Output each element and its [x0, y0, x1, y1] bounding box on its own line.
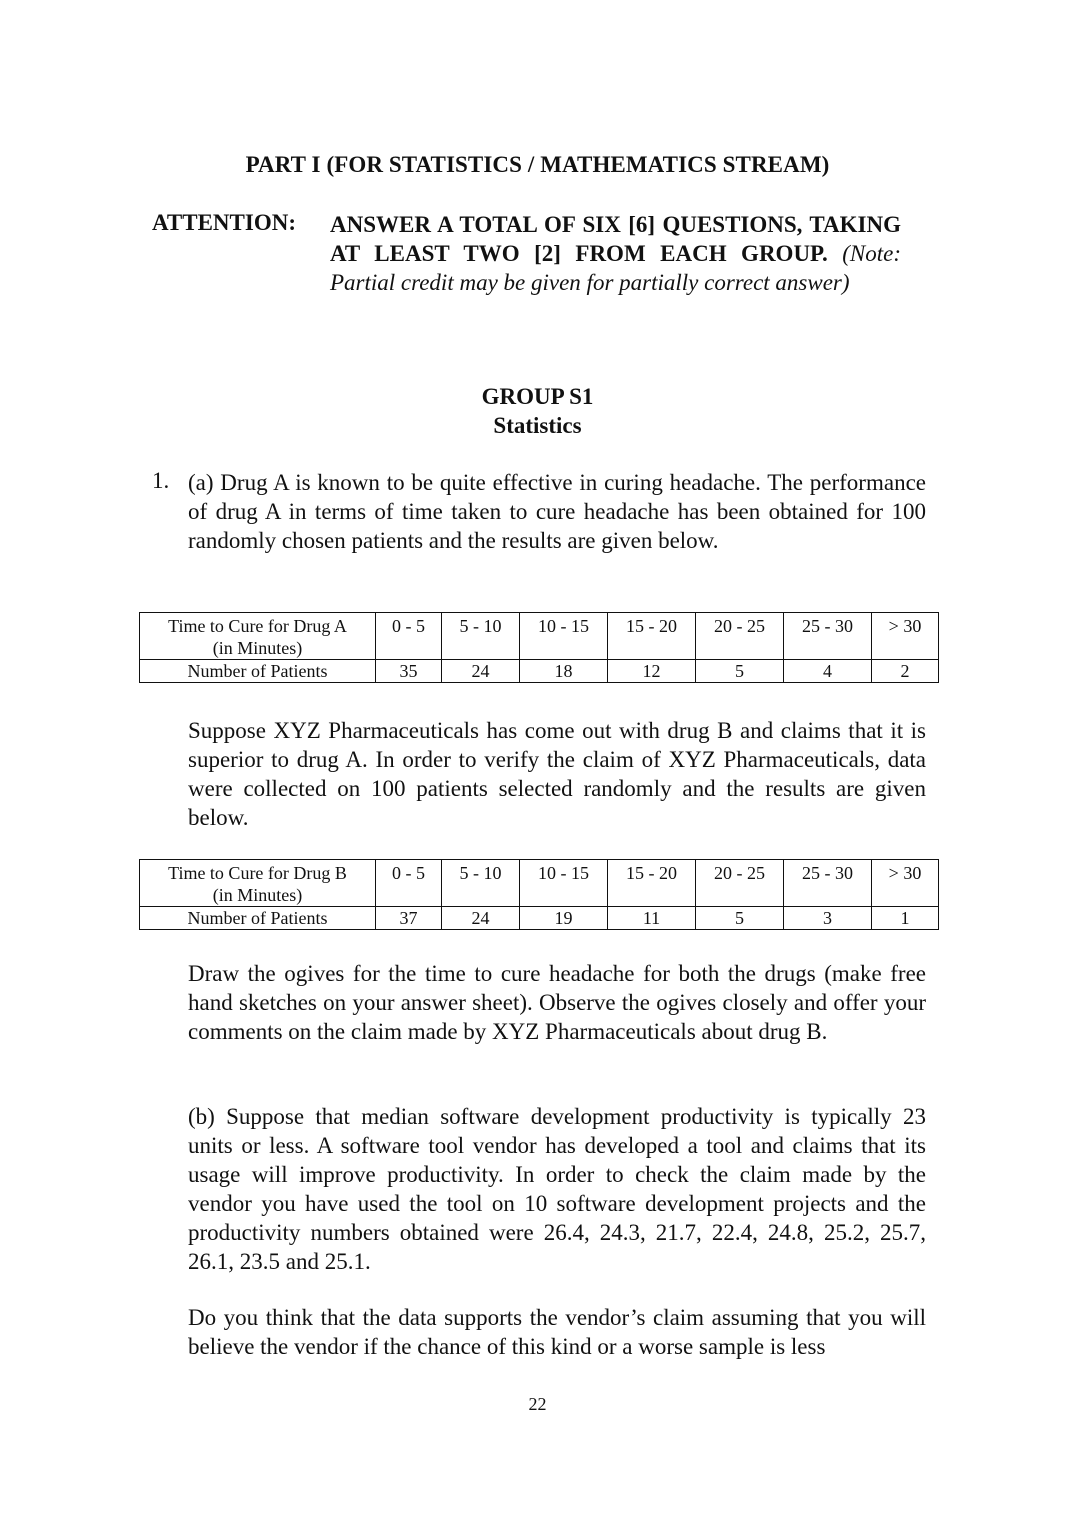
interval-cell: 0 - 5: [376, 860, 442, 907]
count-cell: 1: [872, 907, 939, 930]
attention-text: [330, 210, 901, 297]
interval-cell: 20 - 25: [696, 860, 784, 907]
count-cell: 24: [442, 907, 520, 930]
interval-cell: 10 - 15: [520, 860, 608, 907]
count-cell: 5: [696, 907, 784, 930]
part-b-question: Do you think that the data supports the vendor’s claim assuming that you will believe the vendor if the chance of this kind or a worse sample is less: [188, 1305, 926, 1359]
row-label-cell: Number of Patients: [140, 660, 376, 683]
drug-b-table: [139, 859, 939, 930]
row-label-cell: Number of Patients: [140, 907, 376, 930]
interval-cell: > 30: [872, 613, 939, 660]
part-b-text: (b) Suppose that median software development productivity is typically 23 units or less. A software tool vendor has developed a tool and claims that its usage will improve productivity. In order to check the claim made by the vendor you have used the tool on 10 software development projects and the productivity numbers obtained were 26.4, 24.3, 21.7, 22.4, 24.8, 25.2, 25.7, 26.1, 23.5 and 25.1.: [188, 1104, 926, 1274]
group-heading: [0, 382, 1075, 440]
part-a-middle: Suppose XYZ Pharmaceuticals has come out with drug B and claims that it is superior to drug A. In order to verify the claim of XYZ Pharmaceuticals, data were collected on 100 patients selected randomly and the results are given below.: [188, 718, 926, 830]
interval-cell: > 30: [872, 860, 939, 907]
interval-cell: 5 - 10: [442, 860, 520, 907]
header-label-cell: [140, 613, 376, 660]
table-header-row: [140, 860, 939, 907]
table-count-row: [140, 907, 939, 930]
count-cell: 4: [784, 660, 872, 683]
group-subtitle: Statistics: [493, 413, 582, 438]
count-cell: 12: [608, 660, 696, 683]
count-cell: 3: [784, 907, 872, 930]
interval-cell: 5 - 10: [442, 613, 520, 660]
count-cell: 2: [872, 660, 939, 683]
attention-label: ATTENTION:: [152, 210, 296, 235]
interval-cell: 0 - 5: [376, 613, 442, 660]
interval-cell: 25 - 30: [784, 613, 872, 660]
part-a-intro: (a) Drug A is known to be quite effective in curing headache. The performance of drug A in terms of time taken to cure headache has been obtained for 100 randomly chosen patients and the results are given below.: [188, 470, 926, 553]
count-cell: 37: [376, 907, 442, 930]
table-count-row: [140, 660, 939, 683]
count-cell: 24: [442, 660, 520, 683]
interval-cell: 10 - 15: [520, 613, 608, 660]
question-number: 1.: [152, 468, 170, 493]
header-label-line2: (in Minutes): [212, 638, 303, 658]
interval-cell: 20 - 25: [696, 613, 784, 660]
part-title: PART I (FOR STATISTICS / MATHEMATICS STREAM): [245, 152, 830, 177]
header-label-line1: Time to Cure for Drug B: [168, 863, 347, 883]
count-cell: 35: [376, 660, 442, 683]
part-a-task: Draw the ogives for the time to cure headache for both the drugs (make free hand sketches on your answer sheet). Observe the ogives closely and offer your comments on the claim made by XYZ Pharmaceuticals about drug B.: [188, 961, 926, 1044]
attention-instruction: ANSWER A TOTAL OF SIX [6] QUESTIONS, TAKING AT LEAST TWO [2] FROM EACH GROUP.: [330, 212, 901, 266]
header-label-cell: [140, 860, 376, 907]
drug-a-table: [139, 612, 939, 683]
interval-cell: 15 - 20: [608, 860, 696, 907]
attention-note: (Note: Partial credit may be given for partially correct answer): [330, 241, 901, 295]
header-label-line2: (in Minutes): [212, 885, 303, 905]
interval-cell: 25 - 30: [784, 860, 872, 907]
group-title: GROUP S1: [481, 384, 594, 409]
count-cell: 19: [520, 907, 608, 930]
table-header-row: [140, 613, 939, 660]
page-number: 22: [528, 1394, 547, 1414]
count-cell: 11: [608, 907, 696, 930]
count-cell: 18: [520, 660, 608, 683]
interval-cell: 15 - 20: [608, 613, 696, 660]
count-cell: 5: [696, 660, 784, 683]
header-label-line1: Time to Cure for Drug A: [168, 616, 347, 636]
